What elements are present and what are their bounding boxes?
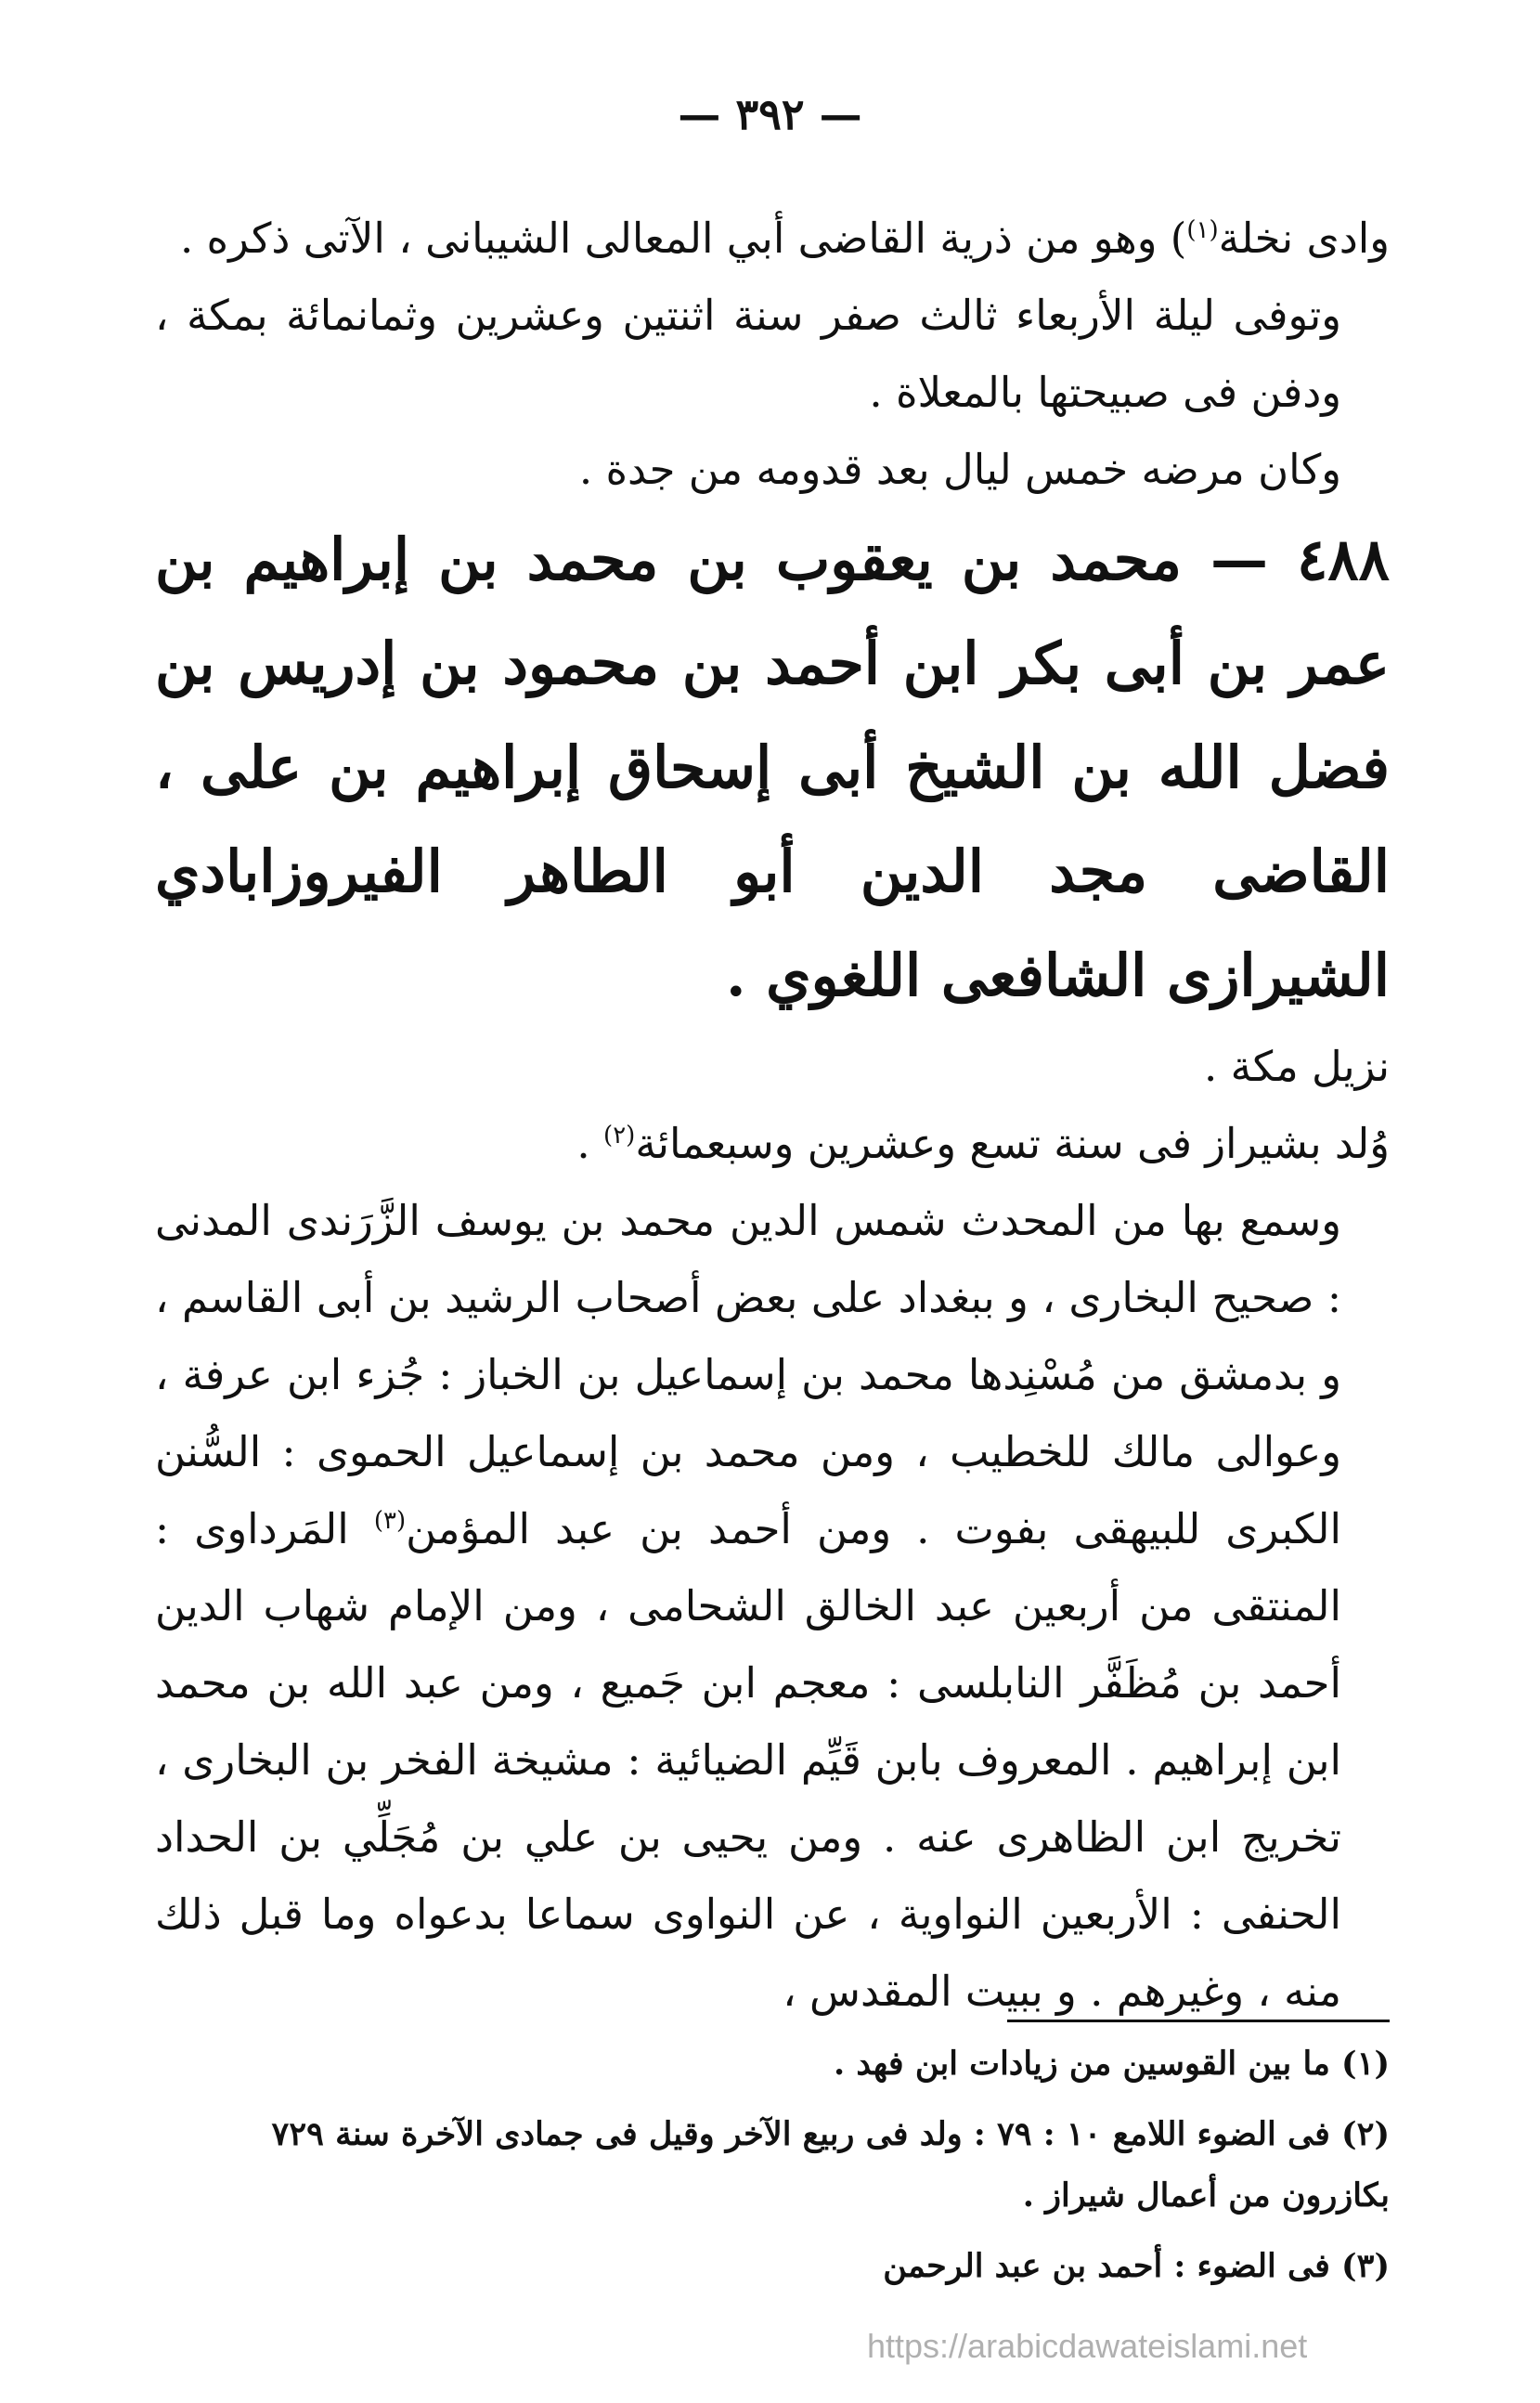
paragraph-5-start: وُلد بشيراز فى سنة تسع وعشرين وسبعمائة: [635, 1119, 1390, 1168]
footnote-3: (٣) فى الضوء : أحمد بن عبد الرحمن: [883, 2247, 1390, 2285]
paragraph-6: [155, 1182, 1390, 2030]
paragraph-3: وكان مرضه خمس ليال بعد قدومه من جدة .: [578, 445, 1341, 494]
entry-title: — محمد بن يعقوب بن محمد بن إبراهيم بن عمر بن أبى بكر ابن أحمد بن محمود بن إدريس بن فضل الله بن الشيخ أبى إسحاق إبراهيم بن على ، القاضى مجد الدين أبو الطاهر الفيروزابادي الشيرازى الشافعى اللغوي .: [155, 526, 1390, 1009]
main-text: [155, 200, 1390, 2030]
paragraph-1: [155, 200, 1390, 277]
paragraph-5-end: .: [576, 1119, 604, 1168]
paragraph-1-end: ) وهو من ذرية القاضى أبي المعالى الشيبانى ، الآتى ذكره .: [179, 214, 1187, 263]
entry-number: ٤٨٨: [1297, 526, 1390, 593]
entry-heading: [155, 508, 1390, 1028]
paragraph-6-start: وسمع بها من المحدث شمس الدين محمد بن يوسف الزَّرَندى المدنى : صحيح البخارى ، و ببغداد على بعض أصحاب الرشيد بن أبى القاسم ، و بدمشق من مُسْنِدها محمد بن إسماعيل بن الخباز : جُزء ابن عرفة ، وعوالى مالك للخطيب ، ومن محمد بن إسماعيل الحموى : السُّنن الكبرى للبيهقى بفوت . ومن أحمد بن عبد المؤمن: [155, 1196, 1341, 1553]
page-number: — ٣٩٢ —: [678, 89, 862, 139]
footnotes: [155, 2033, 1390, 2297]
paragraph-1-start: وادى نخلة: [1218, 214, 1390, 263]
watermark-url: https://arabicdawateislami.net: [867, 2327, 1308, 2365]
paragraph-2: وتوفى ليلة الأربعاء ثالث صفر سنة اثنتين وعشرين وثمانمائة بمكة ، ودفن فى صبيحتها بالمعلاة .: [155, 291, 1341, 417]
paragraph-6-end: المَرداوى : المنتقى من أربعين عبد الخالق الشحامى ، ومن الإمام شهاب الدين أحمد بن مُظَفَّر النابلسى : معجم ابن جَميع ، ومن عبد الله بن محمد ابن إبراهيم . المعروف بابن قَيِّم الضيائية : مشيخة الفخر بن البخارى ، تخريج ابن الظاهرى عنه . ومن يحيى بن علي بن مُجَلِّي بن الحداد الحنفى : الأربعين النواوية ، عن النواوى سماعا بدعواه وما قبل ذلك منه ، وغيرهم . و ببيت المقدس ،: [155, 1504, 1341, 2016]
footnote-ref-2: (٢): [603, 1122, 636, 1150]
footnote-ref-3: (٣): [373, 1507, 407, 1535]
footnote-1: (١) ما بين القوسين من زيادات ابن فهد .: [834, 2045, 1390, 2083]
footnote-2: (٢) فى الضوء اللامع ١٠ : ٧٩ : ولد فى ربيع الآخر وقيل فى جمادى الآخرة سنة ٧٢٩ بكازرون من أعمال شيراز .: [271, 2115, 1390, 2215]
paragraph-5: [155, 1105, 1390, 1182]
footnote-divider: [1007, 2020, 1390, 2022]
paragraph-4: نزيل مكة .: [1204, 1042, 1390, 1091]
footnote-ref-1: (١): [1186, 216, 1219, 244]
